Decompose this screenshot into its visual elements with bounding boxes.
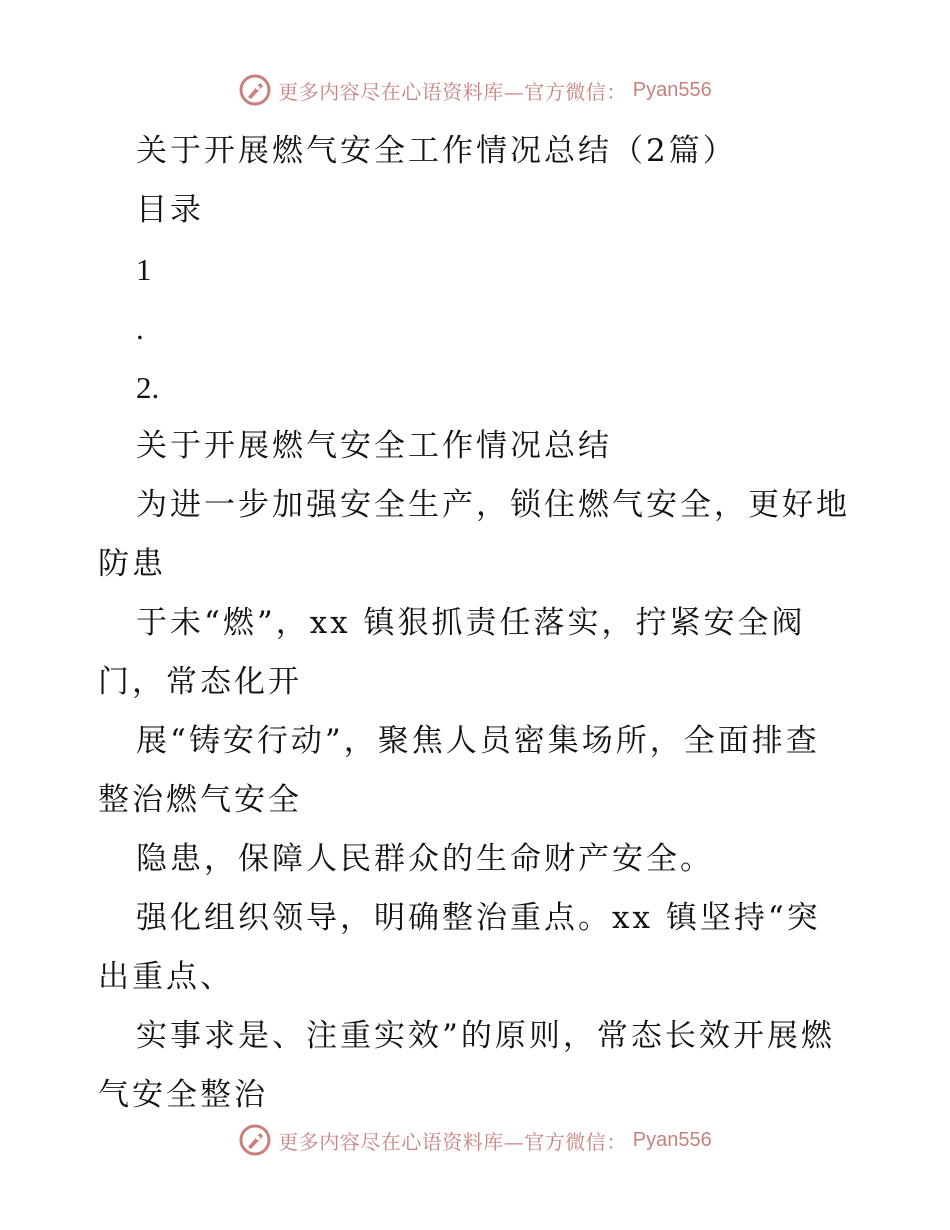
- pen-nib-seal-icon: [238, 73, 272, 107]
- section-heading: 关于开展燃气安全工作情况总结: [136, 428, 612, 464]
- paragraph-line: 隐患，保障人民群众的生命财产安全。: [136, 841, 714, 877]
- paragraph-line: 实事求是、注重实效”的原则，常态长效开展燃: [136, 1018, 835, 1054]
- header-watermark: [0, 70, 950, 110]
- pen-nib-seal-icon: [238, 1123, 272, 1157]
- watermark-text: 更多内容尽在心语资料库—官方微信：: [278, 79, 627, 104]
- paragraph-line: 气安全整治: [98, 1077, 268, 1113]
- paragraph-line: 展“铸安行动”，聚焦人员密集场所，全面排查: [136, 723, 820, 759]
- document-title: 关于开展燃气安全工作情况总结（2篇）: [136, 133, 737, 169]
- paragraph-line: 防患: [98, 546, 166, 582]
- watermark-contact: Pyan556: [632, 1128, 712, 1151]
- paragraph-line: 门，常态化开: [98, 664, 302, 700]
- toc-item-number: 1: [136, 252, 152, 287]
- paragraph-line: 于未“燃”，xx 镇狠抓责任落实，拧紧安全阀: [136, 605, 806, 641]
- footer-watermark: [0, 1120, 950, 1160]
- toc-item-dot: .: [136, 311, 144, 346]
- toc-item-number: 2.: [136, 370, 160, 405]
- paragraph-line: 为进一步加强安全生产，锁住燃气安全，更好地: [136, 487, 850, 523]
- paragraph-line: 强化组织领导，明确整治重点。xx 镇坚持“突: [136, 900, 821, 936]
- paragraph-line: 整治燃气安全: [98, 782, 302, 818]
- watermark-text: 更多内容尽在心语资料库—官方微信：: [278, 1129, 627, 1154]
- watermark-contact: Pyan556: [632, 78, 712, 101]
- paragraph-line: 出重点、: [98, 959, 234, 995]
- document-body: [98, 122, 858, 1125]
- toc-heading: 目录: [136, 192, 204, 228]
